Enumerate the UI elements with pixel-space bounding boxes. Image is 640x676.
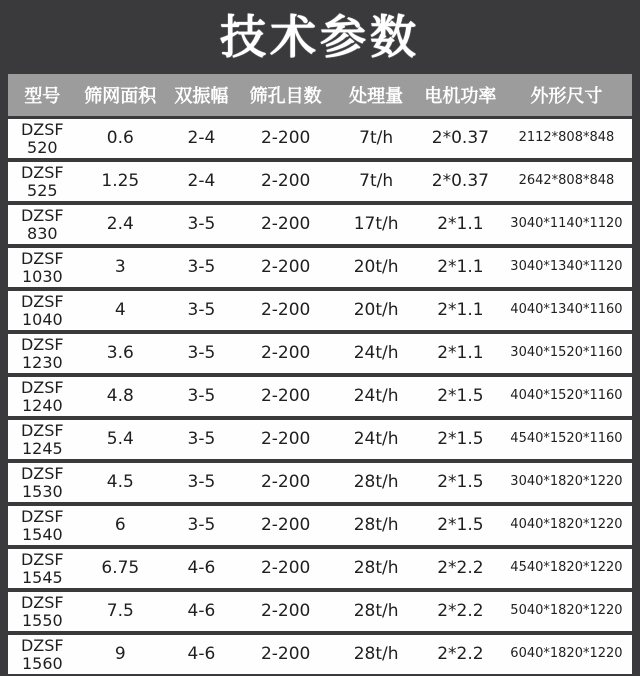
cell-motor-power: 2*1.1 [437, 300, 484, 321]
cell-screen-area: 4 [114, 300, 126, 321]
cell-mesh-count: 2-200 [260, 171, 311, 192]
model-series: DZSF [20, 119, 64, 139]
cell-screen-area: 9 [114, 644, 126, 665]
cell-dimensions: 3040*1520*1160 [510, 345, 623, 361]
cell-motor-power: 2*1.1 [437, 343, 484, 364]
cell-dimensions: 5040*1820*1220 [510, 603, 623, 619]
cell-capacity: 24t/h [353, 386, 399, 407]
cell-amplitude: 3-5 [187, 472, 216, 493]
cell-model [8, 551, 77, 586]
table-row [8, 119, 632, 158]
cell-amplitude: 3-5 [187, 343, 216, 364]
cell-amplitude: 3-5 [187, 515, 216, 536]
cell-amplitude: 2-4 [187, 128, 216, 149]
cell-amplitude: 4-6 [187, 601, 216, 622]
page-title: 技术参数 [220, 10, 420, 64]
cell-mesh-count: 2-200 [260, 601, 311, 622]
cell-mesh-count: 2-200 [260, 343, 311, 364]
cell-dimensions: 4040*1520*1160 [510, 388, 623, 404]
cell-amplitude: 3-5 [187, 300, 216, 321]
cell-capacity: 20t/h [353, 257, 399, 278]
cell-mesh-count: 2-200 [260, 472, 311, 493]
model-number: 520 [27, 137, 58, 157]
cell-capacity: 28t/h [353, 644, 399, 665]
cell-model [8, 293, 77, 328]
cell-screen-area: 7.5 [106, 601, 134, 622]
cell-mesh-count: 2-200 [260, 128, 311, 149]
table-row [8, 248, 632, 287]
cell-model [8, 336, 77, 371]
cell-motor-power: 2*0.37 [431, 171, 489, 192]
model-number: 1230 [21, 352, 63, 372]
table-row [8, 506, 632, 545]
cell-mesh-count: 2-200 [260, 515, 311, 536]
cell-capacity: 24t/h [353, 429, 399, 450]
column-header-amplitude: 双振幅 [174, 86, 229, 107]
cell-dimensions: 4540*1820*1220 [510, 560, 623, 576]
model-series: DZSF [20, 248, 64, 268]
table-row [8, 549, 632, 588]
cell-capacity: 24t/h [353, 343, 399, 364]
table-row [8, 162, 632, 201]
cell-dimensions: 2642*808*848 [518, 173, 615, 189]
table-row [8, 592, 632, 631]
model-series: DZSF [20, 592, 64, 612]
cell-capacity: 28t/h [353, 515, 399, 536]
table-row [8, 463, 632, 502]
cell-capacity: 20t/h [353, 300, 399, 321]
model-number: 1550 [21, 610, 63, 630]
cell-amplitude: 3-5 [187, 429, 216, 450]
cell-dimensions: 4540*1520*1160 [510, 431, 623, 447]
column-header-area: 筛网面积 [84, 86, 157, 107]
cell-motor-power: 2*1.1 [437, 214, 484, 235]
cell-screen-area: 3.6 [106, 343, 134, 364]
model-number: 1530 [21, 481, 63, 501]
model-series: DZSF [20, 291, 64, 311]
cell-model [8, 121, 77, 156]
cell-motor-power: 2*1.5 [437, 515, 484, 536]
cell-capacity: 28t/h [353, 472, 399, 493]
model-series: DZSF [20, 205, 64, 225]
cell-mesh-count: 2-200 [260, 257, 311, 278]
model-number: 1545 [21, 567, 63, 587]
model-series: DZSF [20, 162, 64, 182]
table-body [8, 119, 632, 674]
cell-mesh-count: 2-200 [260, 214, 311, 235]
model-series: DZSF [20, 463, 64, 483]
model-series: DZSF [20, 549, 64, 569]
cell-motor-power: 2*1.5 [437, 472, 484, 493]
table-row [8, 420, 632, 459]
model-series: DZSF [20, 334, 64, 354]
cell-screen-area: 6 [114, 515, 126, 536]
model-number: 1540 [21, 524, 63, 544]
cell-capacity: 17t/h [353, 214, 399, 235]
cell-motor-power: 2*2.2 [437, 558, 484, 579]
cell-amplitude: 3-5 [187, 214, 216, 235]
column-header-dimensions: 外形尺寸 [530, 86, 603, 107]
cell-motor-power: 2*2.2 [437, 601, 484, 622]
cell-screen-area: 2.4 [106, 214, 134, 235]
model-number: 1040 [21, 309, 63, 329]
cell-dimensions: 2112*808*848 [518, 130, 615, 146]
cell-model [8, 594, 77, 629]
cell-screen-area: 3 [114, 257, 126, 278]
cell-dimensions: 3040*1820*1220 [510, 474, 623, 490]
cell-dimensions: 3040*1140*1120 [510, 216, 623, 232]
model-series: DZSF [20, 377, 64, 397]
cell-motor-power: 2*1.5 [437, 429, 484, 450]
column-header-capacity: 处理量 [349, 86, 404, 107]
cell-mesh-count: 2-200 [260, 558, 311, 579]
table-row [8, 334, 632, 373]
cell-screen-area: 0.6 [106, 128, 134, 149]
cell-amplitude: 4-6 [187, 558, 216, 579]
cell-capacity: 7t/h [359, 128, 394, 149]
cell-amplitude: 3-5 [187, 257, 216, 278]
cell-capacity: 28t/h [353, 558, 399, 579]
cell-model [8, 465, 77, 500]
cell-amplitude: 4-6 [187, 644, 216, 665]
model-series: DZSF [20, 506, 64, 526]
spec-table [0, 74, 640, 674]
column-header-power: 电机功率 [424, 86, 497, 107]
cell-amplitude: 2-4 [187, 171, 216, 192]
cell-mesh-count: 2-200 [260, 644, 311, 665]
table-row [8, 377, 632, 416]
column-header-model: 型号 [24, 86, 61, 107]
cell-screen-area: 4.8 [106, 386, 134, 407]
cell-capacity: 28t/h [353, 601, 399, 622]
title-bar [0, 0, 640, 74]
cell-dimensions: 4040*1820*1220 [510, 517, 623, 533]
model-number: 525 [27, 180, 58, 200]
cell-model [8, 422, 77, 457]
model-number: 1240 [21, 395, 63, 415]
cell-model [8, 379, 77, 414]
cell-model [8, 164, 77, 199]
model-number: 1560 [21, 653, 63, 673]
model-series: DZSF [20, 420, 64, 440]
model-number: 1245 [21, 438, 63, 458]
model-number: 1030 [21, 266, 63, 286]
cell-motor-power: 2*1.1 [437, 257, 484, 278]
cell-model [8, 250, 77, 285]
cell-amplitude: 3-5 [187, 386, 216, 407]
cell-dimensions: 3040*1340*1120 [510, 259, 623, 275]
table-header-row [8, 74, 632, 116]
cell-dimensions: 6040*1820*1220 [510, 646, 623, 662]
cell-model [8, 637, 77, 672]
cell-screen-area: 4.5 [106, 472, 134, 493]
cell-capacity: 7t/h [359, 171, 394, 192]
cell-screen-area: 5.4 [106, 429, 134, 450]
cell-screen-area: 6.75 [101, 558, 140, 579]
cell-motor-power: 2*0.37 [431, 128, 489, 149]
cell-motor-power: 2*2.2 [437, 644, 484, 665]
cell-model [8, 508, 77, 543]
cell-mesh-count: 2-200 [260, 386, 311, 407]
cell-motor-power: 2*1.5 [437, 386, 484, 407]
cell-screen-area: 1.25 [101, 171, 140, 192]
cell-model [8, 207, 77, 242]
model-number: 830 [27, 223, 58, 243]
cell-mesh-count: 2-200 [260, 300, 311, 321]
table-row [8, 635, 632, 674]
model-series: DZSF [20, 635, 64, 655]
cell-mesh-count: 2-200 [260, 429, 311, 450]
cell-dimensions: 4040*1340*1160 [510, 302, 623, 318]
table-row [8, 291, 632, 330]
column-header-mesh: 筛孔目数 [249, 86, 322, 107]
table-row [8, 205, 632, 244]
